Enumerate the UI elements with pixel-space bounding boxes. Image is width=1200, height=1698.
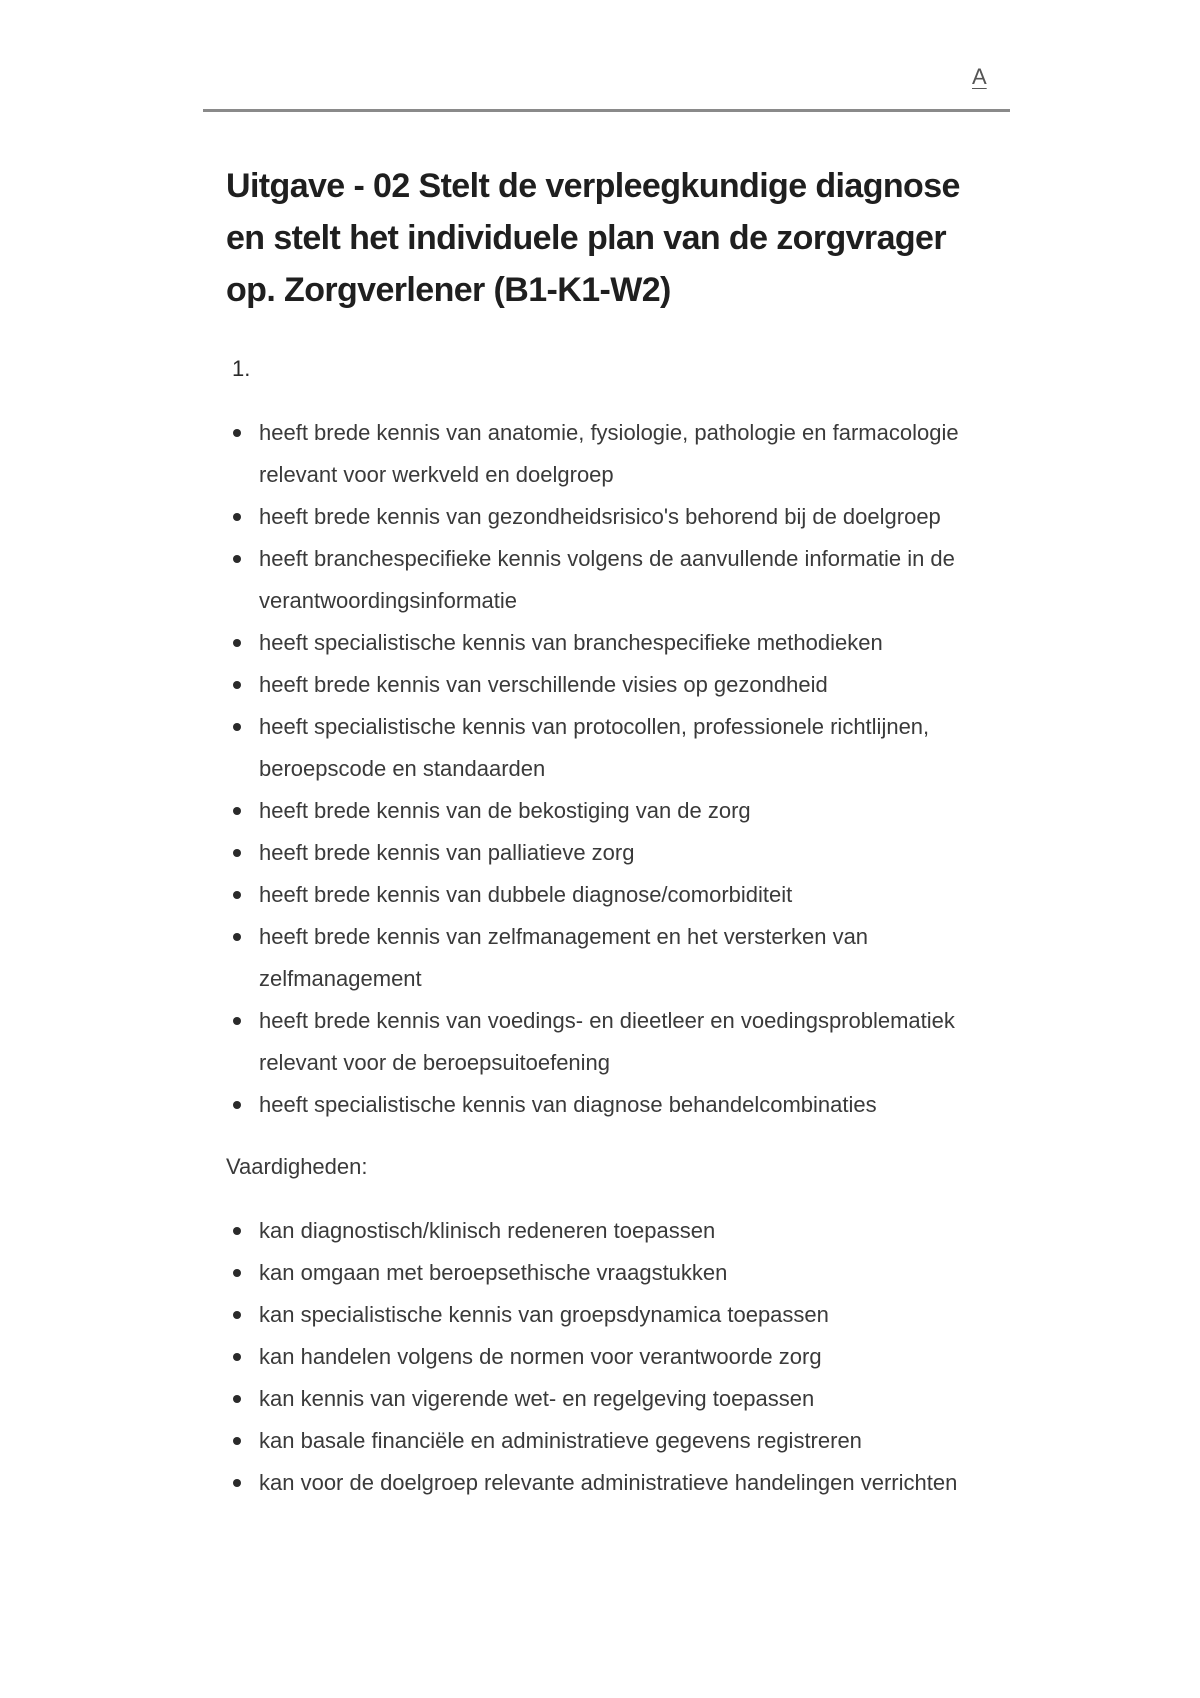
list-item-text: heeft brede kennis van gezondheidsrisico's behorend bij de doelgroep — [259, 504, 941, 529]
list-item — [226, 1462, 996, 1504]
bullet-icon — [233, 1479, 241, 1487]
bullet-icon — [233, 1017, 241, 1025]
bullet-icon — [233, 807, 241, 815]
list-item-text: heeft brede kennis van zelfmanagement en het versterken van zelfmanagement — [259, 924, 869, 991]
list-item — [226, 790, 996, 832]
list-item — [226, 832, 996, 874]
list-item-text: heeft specialistische kennis van branchespecifieke methodieken — [259, 630, 883, 655]
list-item — [226, 1378, 996, 1420]
bullet-icon — [233, 681, 241, 689]
list-item-text: heeft specialistische kennis van diagnose behandelcombinaties — [259, 1092, 877, 1117]
list-item-text: heeft brede kennis van voedings- en dieetleer en voedingsproblematiek relevant voor de beroepsuitoefening — [259, 1008, 955, 1075]
list-item — [226, 496, 996, 538]
list-item-text: kan omgaan met beroepsethische vraagstukken — [259, 1260, 728, 1285]
list-item-text: heeft brede kennis van dubbele diagnose/comorbiditeit — [259, 882, 793, 907]
list-item-text: heeft brede kennis van palliatieve zorg — [259, 840, 635, 865]
bullet-icon — [233, 1311, 241, 1319]
list-item — [226, 412, 996, 496]
bullet-icon — [233, 723, 241, 731]
skills-list — [226, 1210, 996, 1504]
list-item — [226, 1336, 996, 1378]
numbered-marker: 1. — [232, 356, 251, 381]
list-item-text: kan basale financiële en administratieve gegevens registreren — [259, 1428, 862, 1453]
bullet-icon — [233, 1353, 241, 1361]
list-item — [226, 1252, 996, 1294]
list-item — [226, 874, 996, 916]
bullet-icon — [233, 555, 241, 563]
list-item — [226, 1084, 996, 1126]
list-item-text: heeft brede kennis van anatomie, fysiologie, pathologie en farmacologie relevant voor werkveld en doelgroep — [259, 420, 959, 487]
bullet-icon — [233, 1269, 241, 1277]
bullet-icon — [233, 429, 241, 437]
bullet-icon — [233, 1437, 241, 1445]
bullet-icon — [233, 1101, 241, 1109]
list-item — [226, 664, 996, 706]
bullet-icon — [233, 849, 241, 857]
page-title: Uitgave - 02 Stelt de verpleegkundige diagnose en stelt het individuele plan van de zorgvrager op. Zorgverlener (B1-K1-W2) — [226, 167, 960, 309]
bullet-icon — [233, 513, 241, 521]
bullet-icon — [233, 639, 241, 647]
list-item — [226, 1294, 996, 1336]
header-letter: A — [972, 64, 987, 89]
list-item-text: heeft specialistische kennis van protocollen, professionele richtlijnen, beroepscode en standaarden — [259, 714, 930, 781]
list-item-text: heeft brede kennis van verschillende visies op gezondheid — [259, 672, 828, 697]
header-divider — [203, 109, 1010, 112]
skills-heading: Vaardigheden: — [226, 1154, 368, 1179]
knowledge-list — [226, 412, 996, 1126]
list-item — [226, 1210, 996, 1252]
list-item — [226, 1420, 996, 1462]
list-item-text: kan kennis van vigerende wet- en regelgeving toepassen — [259, 1386, 815, 1411]
list-item-text: heeft branchespecifieke kennis volgens de aanvullende informatie in de verantwoordingsinformatie — [259, 546, 955, 613]
list-item — [226, 706, 996, 790]
list-item-text: kan specialistische kennis van groepsdynamica toepassen — [259, 1302, 829, 1327]
list-item — [226, 1000, 996, 1084]
list-item-text: kan handelen volgens de normen voor verantwoorde zorg — [259, 1344, 822, 1369]
list-item-text: kan diagnostisch/klinisch redeneren toepassen — [259, 1218, 716, 1243]
list-item — [226, 538, 996, 622]
list-item — [226, 622, 996, 664]
list-item-text: kan voor de doelgroep relevante administratieve handelingen verrichten — [259, 1470, 958, 1495]
list-item — [226, 916, 996, 1000]
bullet-icon — [233, 891, 241, 899]
bullet-icon — [233, 933, 241, 941]
bullet-icon — [233, 1227, 241, 1235]
document-body — [226, 160, 996, 1504]
list-item-text: heeft brede kennis van de bekostiging van de zorg — [259, 798, 751, 823]
bullet-icon — [233, 1395, 241, 1403]
